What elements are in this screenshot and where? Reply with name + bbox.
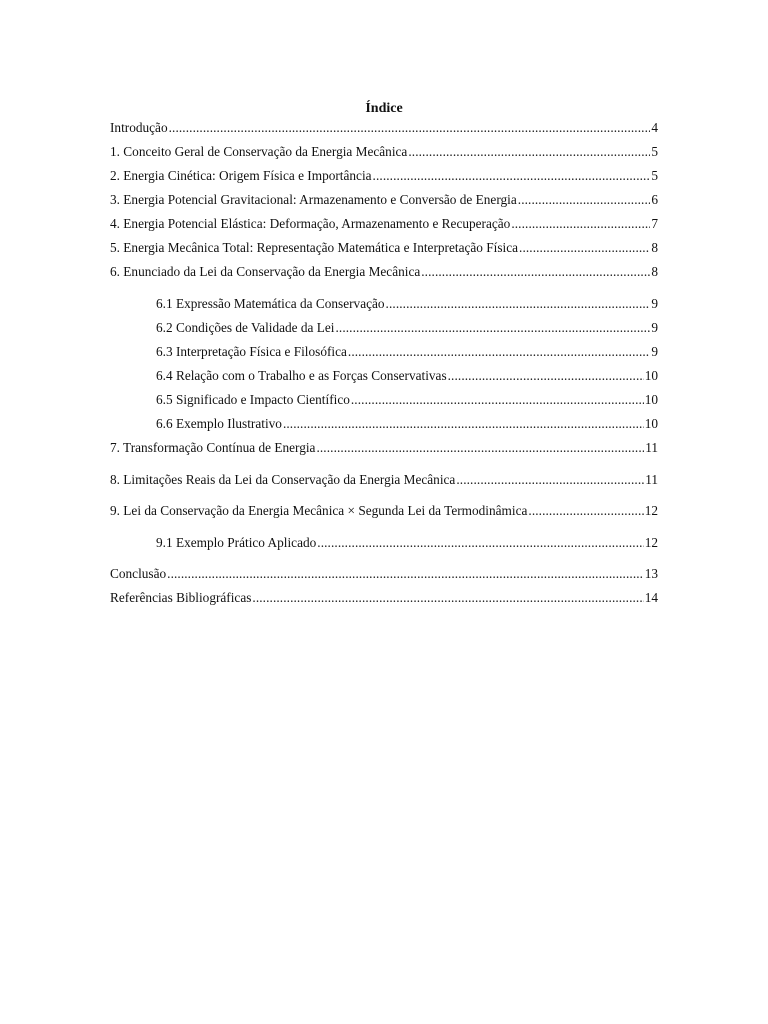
toc-entry-text: 6.6 Exemplo Ilustrativo (156, 416, 282, 431)
toc-entry[interactable] (110, 263, 658, 280)
table-of-contents (110, 119, 658, 606)
toc-entry-text: 6.2 Condições de Validade da Lei (156, 320, 335, 335)
toc-entry-text: 6. Enunciado da Lei da Conservação da Energia Mecânica (110, 264, 421, 279)
toc-entry-text: Conclusão (110, 566, 167, 581)
toc-entry-text: 6.3 Interpretação Física e Filosófica (156, 344, 347, 359)
toc-entry-text: 3. Energia Potencial Gravitacional: Armazenamento e Conversão de Energia (110, 192, 517, 207)
toc-subentry[interactable] (156, 534, 658, 551)
toc-entry-page: 10 (644, 392, 658, 407)
toc-subentry[interactable] (156, 391, 658, 408)
toc-entry-text: 7. Transformação Contínua de Energia (110, 440, 316, 455)
toc-leader-dots (421, 263, 650, 280)
toc-entry[interactable] (110, 191, 658, 208)
toc-entry-text: 5. Energia Mecânica Total: Representação Matemática e Interpretação Física (110, 240, 519, 255)
toc-entry-text: 6.1 Expressão Matemática da Conservação (156, 296, 385, 311)
toc-leader-dots (373, 167, 651, 184)
toc-entry-page: 13 (644, 566, 658, 581)
toc-entry[interactable] (110, 215, 658, 232)
toc-entry[interactable] (110, 143, 658, 160)
toc-entry-page: 7 (651, 216, 658, 231)
toc-entry-page: 6 (651, 192, 658, 207)
toc-leader-dots (348, 343, 650, 360)
toc-entry-page: 8 (651, 240, 658, 255)
toc-subentry[interactable] (156, 295, 658, 312)
toc-leader-dots (317, 534, 643, 551)
toc-entry-text: Referências Bibliográficas (110, 590, 252, 605)
toc-leader-dots (519, 239, 650, 256)
toc-entry[interactable] (110, 589, 658, 606)
toc-entry-page: 10 (644, 368, 658, 383)
toc-entry[interactable] (110, 502, 658, 519)
toc-subentry[interactable] (156, 319, 658, 336)
toc-entry-text: 6.4 Relação com o Trabalho e as Forças Conservativas (156, 368, 447, 383)
toc-entry-page: 11 (645, 440, 658, 455)
toc-entry-text: 4. Energia Potencial Elástica: Deformação, Armazenamento e Recuperação (110, 216, 511, 231)
toc-entry-text: 2. Energia Cinética: Origem Física e Importância (110, 168, 372, 183)
toc-leader-dots (335, 319, 650, 336)
toc-subentry[interactable] (156, 343, 658, 360)
toc-entry-page: 10 (644, 416, 658, 431)
toc-entry-page: 11 (645, 472, 658, 487)
toc-leader-dots (408, 143, 650, 160)
toc-leader-dots (386, 295, 651, 312)
toc-leader-dots (283, 415, 644, 432)
toc-leader-dots (351, 391, 644, 408)
toc-entry-text: 6.5 Significado e Impacto Científico (156, 392, 350, 407)
toc-leader-dots (169, 119, 651, 136)
toc-entry-page: 12 (644, 503, 658, 518)
toc-leader-dots (448, 367, 644, 384)
toc-entry-page: 4 (651, 120, 658, 135)
toc-entry[interactable] (110, 167, 658, 184)
toc-entry[interactable] (110, 471, 658, 488)
toc-entry-text: 9.1 Exemplo Prático Aplicado (156, 535, 317, 550)
toc-entry[interactable] (110, 439, 658, 456)
toc-leader-dots (518, 191, 651, 208)
toc-subentry[interactable] (156, 415, 658, 432)
toc-entry-page: 5 (651, 144, 658, 159)
toc-leader-dots (528, 502, 643, 519)
toc-entry-text: 8. Limitações Reais da Lei da Conservação da Energia Mecânica (110, 472, 456, 487)
toc-entry[interactable] (110, 119, 658, 136)
toc-entry-text: 9. Lei da Conservação da Energia Mecânica × Segunda Lei da Termodinâmica (110, 503, 528, 518)
toc-entry-page: 5 (651, 168, 658, 183)
toc-entry-text: 1. Conceito Geral de Conservação da Energia Mecânica (110, 144, 408, 159)
toc-entry-page: 8 (651, 264, 658, 279)
toc-leader-dots (456, 471, 644, 488)
toc-title: Índice (365, 101, 403, 116)
toc-entry-page: 9 (651, 296, 658, 311)
toc-entry-page: 12 (644, 535, 658, 550)
toc-leader-dots (252, 589, 643, 606)
toc-entry-page: 14 (644, 590, 658, 605)
toc-entry[interactable] (110, 565, 658, 582)
toc-leader-dots (167, 565, 644, 582)
toc-entry[interactable] (110, 239, 658, 256)
toc-entry-text: Introdução (110, 120, 168, 135)
toc-leader-dots (511, 215, 650, 232)
toc-entry-page: 9 (651, 344, 658, 359)
toc-leader-dots (316, 439, 644, 456)
toc-entry-page: 9 (651, 320, 658, 335)
toc-subentry[interactable] (156, 367, 658, 384)
